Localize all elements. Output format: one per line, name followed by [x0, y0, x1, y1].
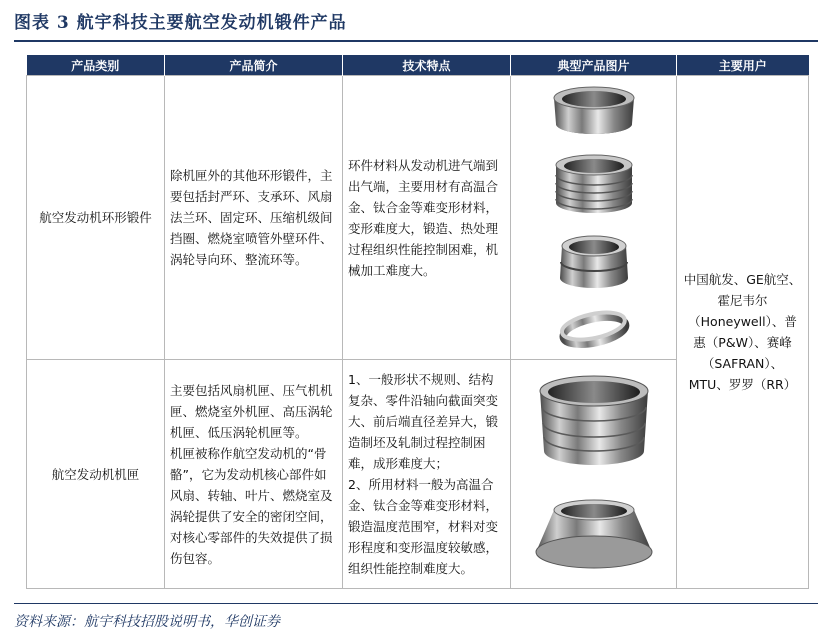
products-table	[26, 55, 809, 589]
thin-ring-icon	[557, 307, 631, 351]
row-images	[511, 360, 677, 589]
large-casing-ring-icon	[534, 373, 654, 469]
ribbed-ring-icon	[551, 153, 637, 215]
header-category: 产品类别	[27, 55, 165, 76]
metal-ring-icon	[550, 84, 638, 136]
row-features: 环件材料从发动机进气端到出气端，主要用材有高温合金、钛合金等难变形材料，变形难度大，锻造、热处理过程组织性能控制困难，机械加工难度大。	[343, 76, 511, 360]
users-cell: 中国航发、GE航空、霍尼韦尔（Honeywell）、普惠（P&W）、赛峰（SAFRAN）、MTU、罗罗（RR）	[677, 76, 809, 589]
table-header-row	[27, 55, 809, 76]
source-note: 资料来源：航宇科技招股说明书，华创证券	[14, 614, 280, 630]
row-category: 航空发动机环形锻件	[27, 76, 165, 360]
intro-paragraph: 机匣被称作航空发动机的“骨骼”，它为发动机核心部件如风扇、转轴、叶片、燃烧室及涡轮提供了安全的密闭空间，对核心零部件的失效提供了损伤包容。	[170, 445, 333, 566]
row-intro	[165, 360, 343, 589]
header-users: 主要用户	[677, 55, 809, 76]
figure-title: 图表 3 航宇科技主要航空发动机锻件产品	[14, 13, 347, 33]
source-divider	[14, 603, 818, 604]
feature-item: 1、一般形状不规则、结构复杂、零件沿轴向截面突变大、前后端直径差异大，锻造制坯及轧制过程控制困难，成形难度大；	[348, 372, 499, 471]
header-images: 典型产品图片	[511, 55, 677, 76]
row-images	[511, 76, 677, 360]
table-row	[27, 76, 809, 360]
stepped-ring-icon	[554, 232, 634, 290]
row-features	[343, 360, 511, 589]
feature-item: 2、所用材料一般为高温合金、钛合金等难变形材料，锻造温度范围窄，材料对变形程度和变形温度较敏感，组织性能控制难度大。	[348, 477, 499, 576]
title-underline	[14, 40, 818, 42]
row-intro: 除机匣外的其他环形锻件，主要包括封严环、支承环、风扇法兰环、固定环、压缩机级间挡圈、燃烧室喷管外壁环件、涡轮导向环、整流环等。	[165, 76, 343, 360]
row-category: 航空发动机机匣	[27, 360, 165, 589]
intro-paragraph: 主要包括风扇机匣、压气机机匣、燃烧室外机匣、高压涡轮机匣、低压涡轮机匣等。	[170, 382, 333, 440]
conical-casing-icon	[532, 494, 656, 576]
header-intro: 产品简介	[165, 55, 343, 76]
header-features: 技术特点	[343, 55, 511, 76]
